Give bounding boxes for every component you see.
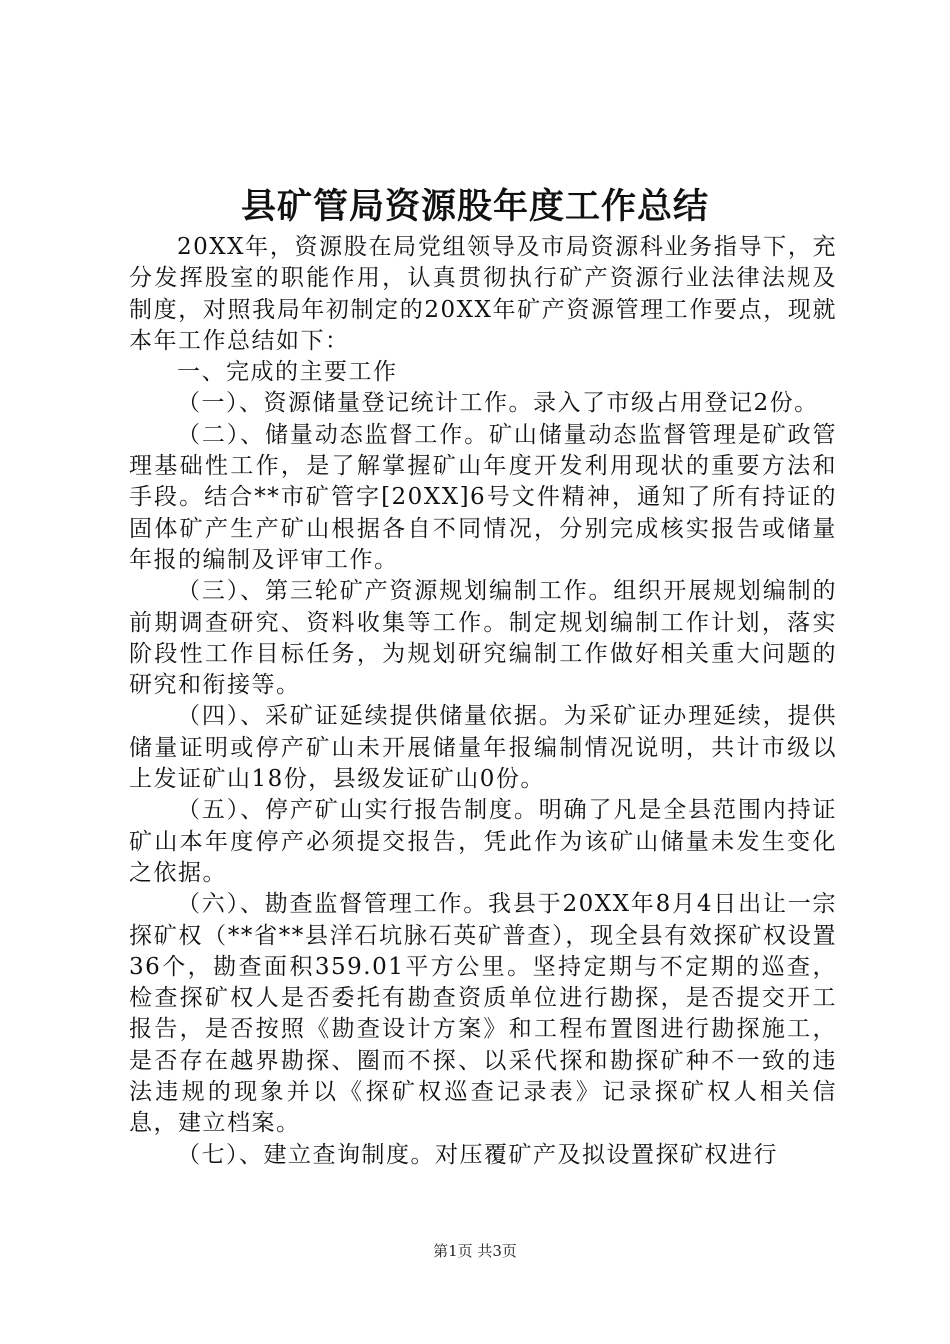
paragraph-item-2: （二）、储量动态监督工作。矿山储量动态监督管理是矿政管理基础性工作，是了解掌握矿山年度开发利用现状的重要方法和手段。结合**市矿管字[20XX]6号文件精神，通知了所有持证的固体矿产生产矿山根据各自不同情况，分别完成核实报告或储量年报的编制及评审工作。 (129, 421, 837, 573)
paragraph-item-4: （四）、采矿证延续提供储量依据。为采矿证办理延续，提供储量证明或停产矿山未开展储量年报编制情况说明，共计市级以上发证矿山18份，县级发证矿山0份。 (129, 703, 837, 793)
paragraph-item-6: （六）、勘查监督管理工作。我县于20XX年8月4日出让一宗探矿权（**省**县洋石坑脉石英矿普查），现全县有效探矿权设置36个，勘查面积359.01平方公里。坚持定期与不定期的巡查，检查探矿权人是否委托有勘查资质单位进行勘探，是否提交开工报告，是否按照《勘查设计方案》和工程布置图进行勘探施工，是否存在越界勘探、圈而不探、以采代探和勘探矿种不一致的违法违规的现象并以《探矿权巡查记录表》记录探矿权人相关信息，建立档案。 (129, 891, 837, 1137)
paragraph-item-5: （五）、停产矿山实行报告制度。明确了凡是全县范围内持证矿山本年度停产必须提交报告，凭此作为该矿山储量未发生变化之依据。 (129, 797, 837, 886)
document-title: 县矿管局资源股年度工作总结 (240, 186, 709, 227)
document-body (129, 232, 837, 1171)
paragraph-item-3: （三）、第三轮矿产资源规划编制工作。组织开展规划编制的前期调查研究、资料收集等工作。制定规划编制工作计划，落实阶段性工作目标任务，为规划研究编制工作做好相关重大问题的研究和衔接等。 (129, 578, 837, 699)
paragraph-item-1: （一）、资源储量登记统计工作。录入了市级占用登记2份。 (177, 390, 819, 417)
page-number-footer: 第1页 共3页 (433, 1242, 517, 1260)
section-heading: 一、完成的主要工作 (177, 359, 398, 386)
paragraph-item-7: （七）、建立查询制度。对压覆矿产及拟设置探矿权进行 (177, 1141, 778, 1168)
paragraph-intro: 20XX年，资源股在局党组领导及市局资源科业务指导下，充分发挥股室的职能作用，认真贯彻执行矿产资源行业法律法规及制度，对照我局年初制定的20XX年矿产资源管理工作要点，现就本年工作总结如下： (129, 234, 837, 354)
